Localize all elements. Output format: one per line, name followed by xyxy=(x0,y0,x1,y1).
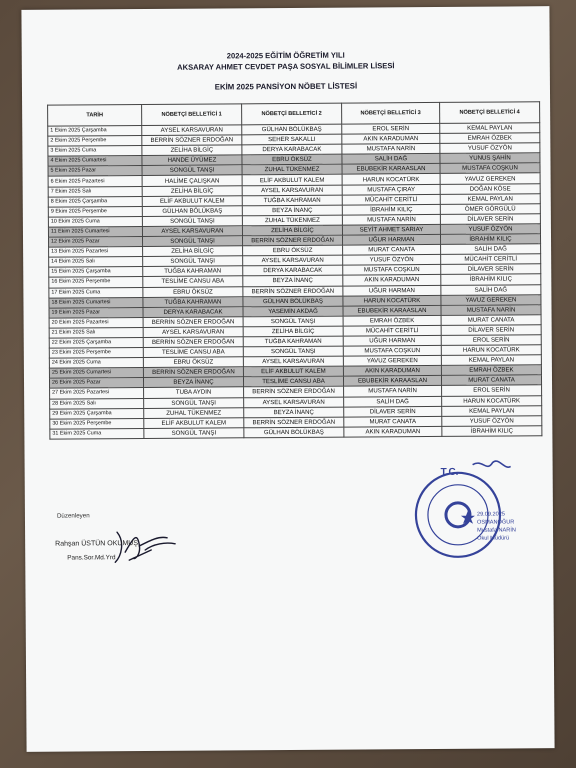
duty-name-2: SONGÜL TANŞI xyxy=(243,346,343,357)
duty-date: 2 Ekim 2025 Perşembe xyxy=(48,136,142,147)
duty-name-1: TESLİME CANSU ABA xyxy=(143,276,243,287)
duty-name-1: BERRİN SÖZNER ERDOĞAN xyxy=(143,317,243,328)
duty-name-2: ZUHAL TÜKENMEZ xyxy=(242,164,342,175)
duty-name-4: YUNUS ŞAHİN xyxy=(440,153,540,164)
duty-date: 18 Ekim 2025 Cumartesi xyxy=(49,297,143,308)
duty-name-3: AKIN KARADUMAN xyxy=(342,134,440,145)
duty-name-1: TUĞBA KAHRAMAN xyxy=(143,266,243,277)
duty-date: 16 Ekim 2025 Perşembe xyxy=(49,277,143,288)
duty-name-4: DİLAVER SERİN xyxy=(441,264,541,275)
duty-name-2: AYSEL KARSAVURAN xyxy=(244,397,344,408)
signer-name: Rahşan ÜSTÜN OKUMUŞ xyxy=(55,540,139,548)
duty-name-3: MUSTAFA NARİN xyxy=(344,386,442,397)
column-header-duty-3: NÖBETÇİ BELLETİCİ 3 xyxy=(342,102,440,124)
duty-name-2: TUĞBA KAHRAMAN xyxy=(243,336,343,347)
duty-name-2: BERRİN SÖZNER ERDOĞAN xyxy=(243,286,343,297)
duty-name-3: DİLAVER SERİN xyxy=(344,406,442,417)
duty-name-2: AYSEL KARSAVURAN xyxy=(242,185,342,196)
duty-date: 25 Ekim 2025 Cumartesi xyxy=(49,368,143,379)
duty-name-2: BERRİN SÖZNER ERDOĞAN xyxy=(244,387,344,398)
duty-name-3: EMRAH ÖZBEK xyxy=(343,315,441,326)
duty-date: 14 Ekim 2025 Salı xyxy=(49,257,143,268)
duty-name-3: EBUBEKİR KARAASLAN xyxy=(343,376,441,387)
duty-date: 26 Ekim 2025 Pazar xyxy=(49,378,143,389)
duty-name-1: ZUHAL TÜKENMEZ xyxy=(144,407,244,418)
duty-name-2: EBRU ÖKSÜZ xyxy=(242,154,342,165)
duty-name-1: AYSEL KARSAVURAN xyxy=(143,327,243,338)
duty-name-2: EBRU ÖKSÜZ xyxy=(243,245,343,256)
duty-name-2: GÜLHAN BÖLÜKBAŞ xyxy=(242,124,342,135)
duty-name-1: HALİME ÇALIŞKAN xyxy=(142,175,242,186)
duty-name-3: AKIN KARADUMAN xyxy=(343,275,441,286)
duty-date: 23 Ekim 2025 Perşembe xyxy=(49,348,143,359)
duty-name-1: SONGÜL TANŞI xyxy=(143,256,243,267)
duty-date: 22 Ekim 2025 Çarşamba xyxy=(49,337,143,348)
duty-date: 6 Ekim 2025 Pazartesi xyxy=(48,176,142,187)
duty-name-1: BERRİN SÖZNER ERDOĞAN xyxy=(143,337,243,348)
duty-date: 15 Ekim 2025 Çarşamba xyxy=(49,267,143,278)
duty-name-3: EROL SERİN xyxy=(342,123,440,134)
duty-date: 10 Ekim 2025 Cuma xyxy=(48,216,142,227)
duty-name-1: TESLİME CANSU ABA xyxy=(143,347,243,358)
duty-name-4: DOĞAN KÖSE xyxy=(440,183,540,194)
duty-date: 21 Ekim 2025 Salı xyxy=(49,327,143,338)
duty-name-2: AYSEL KARSAVURAN xyxy=(243,255,343,266)
duty-name-1: BEYZA İNANÇ xyxy=(143,377,243,388)
duty-date: 27 Ekim 2025 Pazartesi xyxy=(50,388,144,399)
duty-name-4: EROL SERİN xyxy=(441,335,541,346)
duty-name-3: AKIN KARADUMAN xyxy=(343,366,441,377)
duty-name-4: EROL SERİN xyxy=(442,385,542,396)
table-body xyxy=(48,123,542,439)
stamp-role: Okul Müdürü xyxy=(477,535,510,542)
duty-name-2: ELİF AKBULUT KALEM xyxy=(242,175,342,186)
duty-name-4: KEMAL PAYLAN xyxy=(441,355,541,366)
prepared-by-label: Düzenleyen xyxy=(56,512,90,520)
duty-name-2: ZELİHA BİLGİÇ xyxy=(243,326,343,337)
duty-name-4: HARUN KOCATÜRK xyxy=(441,345,541,356)
duty-name-2: ELİF AKBULUT KALEM xyxy=(243,366,343,377)
duty-name-4: EMRAH ÖZBEK xyxy=(441,365,541,376)
duty-table xyxy=(47,101,542,439)
duty-name-3: HARUN KOCATÜRK xyxy=(343,295,441,306)
duty-name-1: ZELİHA BİLGİÇ xyxy=(143,246,243,257)
school-year-heading: 2024-2025 EĞİTİM ÖĞRETİM YILI xyxy=(226,50,345,61)
duty-name-4: KEMAL PAYLAN xyxy=(440,123,540,134)
duty-name-2: GÜLHAN BÖLÜKBAŞ xyxy=(244,427,344,438)
duty-name-3: HARUN KOCATÜRK xyxy=(342,174,440,185)
duty-date: 8 Ekim 2025 Çarşamba xyxy=(48,196,142,207)
stamp-date: 29.09.2025 xyxy=(476,511,505,518)
duty-name-1: HANDE ÜYÜMEZ xyxy=(142,155,242,166)
column-header-duty-1: NÖBETÇİ BELLETİCİ 1 xyxy=(142,104,242,126)
table-row xyxy=(50,426,542,440)
duty-name-2: BEYZA İNANÇ xyxy=(242,205,342,216)
column-header-duty-2: NÖBETÇİ BELLETİCİ 2 xyxy=(242,103,342,125)
duty-name-3: MUSTAFA COŞKUN xyxy=(343,265,441,276)
duty-name-2: ZELİHA BİLGİÇ xyxy=(242,225,342,236)
duty-name-4: DİLAVER SERİN xyxy=(441,325,541,336)
duty-name-1: BERRİN SÖZNER ERDOĞAN xyxy=(142,135,242,146)
duty-date: 5 Ekim 2025 Pazar xyxy=(48,166,142,177)
duty-date: 30 Ekim 2025 Perşembe xyxy=(50,418,144,429)
duty-date: 17 Ekim 2025 Cuma xyxy=(49,287,143,298)
duty-date: 24 Ekim 2025 Cuma xyxy=(49,358,143,369)
duty-name-1: AYSEL KARSAVURAN xyxy=(142,226,242,237)
duty-name-2: TESLİME CANSU ABA xyxy=(243,376,343,387)
duty-date: 11 Ekim 2025 Cumartesi xyxy=(48,226,142,237)
duty-date: 4 Ekim 2025 Cumartesi xyxy=(48,156,142,167)
duty-name-1: AYSEL KARSAVURAN xyxy=(142,125,242,136)
duty-name-2: YASEMİN AKDAĞ xyxy=(243,306,343,317)
duty-name-1: DERYA KARABACAK xyxy=(143,306,243,317)
duty-name-1: SONGÜL TANŞI xyxy=(142,216,242,227)
duty-name-4: MÜCAHİT CERİTLİ xyxy=(441,254,541,265)
duty-name-4: KEMAL PAYLAN xyxy=(442,405,542,416)
duty-name-2: SONGÜL TANŞI xyxy=(243,316,343,327)
duty-name-4: EMRAH ÖZBEK xyxy=(440,133,540,144)
duty-name-4: YAVUZ GEREKEN xyxy=(440,173,540,184)
duty-name-3: MÜCAHİT CERİTLİ xyxy=(342,194,440,205)
document-page xyxy=(21,6,554,752)
duty-name-4: İBRAHİM KILIÇ xyxy=(440,234,540,245)
duty-name-1: SONGÜL TANŞI xyxy=(144,428,244,439)
duty-date: 19 Ekim 2025 Pazar xyxy=(49,307,143,318)
duty-name-1: TUĞBA KAHRAMAN xyxy=(143,296,243,307)
duty-name-3: MÜCAHİT CERİTLİ xyxy=(343,325,441,336)
duty-name-3: UĞUR HARMAN xyxy=(342,234,440,245)
duty-name-3: YAVUZ GEREKEN xyxy=(343,356,441,367)
duty-name-4: YUSUF ÖZYÖN xyxy=(442,415,542,426)
duty-name-2: AYSEL KARSAVURAN xyxy=(243,356,343,367)
duty-name-3: AKIN KARADUMAN xyxy=(344,426,442,437)
duty-name-4: YAVUZ GEREKEN xyxy=(441,294,541,305)
duty-name-4: MURAT CANATA xyxy=(441,315,541,326)
duty-name-2: BEYZA İNANÇ xyxy=(243,276,343,287)
duty-name-1: SONGÜL TANŞI xyxy=(142,165,242,176)
duty-name-4: MUSTAFA COŞKUN xyxy=(440,163,540,174)
stamp-place: OSMANOĞUR xyxy=(476,519,515,526)
duty-name-1: EBRU ÖKSÜZ xyxy=(143,357,243,368)
duty-name-4: ÖMER GÖRGÜLÜ xyxy=(440,203,540,214)
duty-name-3: SALİH DAĞ xyxy=(344,396,442,407)
duty-date: 12 Ekim 2025 Pazar xyxy=(49,237,143,248)
stamp-text xyxy=(477,510,516,542)
duty-name-1: GÜLHAN BÖLÜKBAŞ xyxy=(142,206,242,217)
duty-name-4: HARUN KOCATÜRK xyxy=(442,395,542,406)
duty-name-4: YUSUF ÖZYÖN xyxy=(440,224,540,235)
duty-date: 1 Ekim 2025 Çarşamba xyxy=(48,126,142,137)
duty-name-2: BERRİN SÖZNER ERDOĞAN xyxy=(242,235,342,246)
duty-name-3: İBRAHİM KILIÇ xyxy=(342,204,440,215)
duty-name-3: YUSUF ÖZYÖN xyxy=(343,255,441,266)
duty-name-3: SALİH DAĞ xyxy=(342,154,440,165)
duty-name-2: TUĞBA KAHRAMAN xyxy=(242,195,342,206)
svg-text:T.C.: T.C. xyxy=(440,466,459,478)
signer-title: Pans.Sor.Md.Yrd xyxy=(67,554,116,562)
duty-name-2: DERYA KARABACAK xyxy=(242,144,342,155)
duty-date: 3 Ekim 2025 Cuma xyxy=(48,146,142,157)
duty-name-3: EBUBEKİR KARAASLAN xyxy=(343,305,441,316)
duty-name-3: MUSTAFA NARİN xyxy=(342,214,440,225)
duty-date: 13 Ekim 2025 Pazartesi xyxy=(49,247,143,258)
duty-date: 31 Ekim 2025 Cuma xyxy=(50,428,144,439)
duty-name-1: ELİF AKBULUT KALEM xyxy=(142,195,242,206)
duty-name-3: MUSTAFA NARİN xyxy=(342,144,440,155)
duty-name-1: ZELİHA BİLGİÇ xyxy=(142,145,242,156)
duty-name-4: SALİH DAĞ xyxy=(441,244,541,255)
duty-name-3: MURAT CANATA xyxy=(343,245,441,256)
duty-date: 29 Ekim 2025 Çarşamba xyxy=(50,408,144,419)
duty-name-1: ELİF AKBULUT KALEM xyxy=(144,418,244,429)
stamp-name: Mustafa NARİN xyxy=(477,527,516,534)
duty-name-2: ZUHAL TÜKENMEZ xyxy=(242,215,342,226)
duty-date: 9 Ekim 2025 Perşembe xyxy=(48,206,142,217)
duty-name-3: MUSTAFA ÇIRAY xyxy=(342,184,440,195)
duty-name-3: EBUBEKİR KARAASLAN xyxy=(342,164,440,175)
school-name-heading: AKSARAY AHMET CEVDET PAŞA SOSYAL BİLİMLER LİSESİ xyxy=(177,61,395,72)
duty-name-4: KEMAL PAYLAN xyxy=(440,193,540,204)
duty-name-2: BERRİN SÖZNER ERDOĞAN xyxy=(244,417,344,428)
duty-name-3: MUSTAFA COŞKUN xyxy=(343,345,441,356)
duty-name-4: SALİH DAĞ xyxy=(441,284,541,295)
duty-name-1: SONGÜL TANŞI xyxy=(143,236,243,247)
duty-name-4: YUSUF ÖZYÖN xyxy=(440,143,540,154)
duty-name-1: EBRU ÖKSÜZ xyxy=(143,286,243,297)
duty-name-1: TUBA AYDIN xyxy=(144,387,244,398)
duty-name-4: MUSTAFA NARİN xyxy=(441,304,541,315)
list-title: EKİM 2025 PANSİYON NÖBET LİSTESİ xyxy=(214,81,358,92)
duty-name-3: UĞUR HARMAN xyxy=(343,335,441,346)
duty-name-2: SEHER SAKALLI xyxy=(242,134,342,145)
duty-name-3: UĞUR HARMAN xyxy=(343,285,441,296)
duty-name-2: BEYZA İNANÇ xyxy=(244,407,344,418)
duty-name-1: ZELİHA BİLGİÇ xyxy=(142,185,242,196)
duty-name-3: MURAT CANATA xyxy=(344,416,442,427)
duty-date: 7 Ekim 2025 Salı xyxy=(48,186,142,197)
duty-date: 20 Ekim 2025 Pazartesi xyxy=(49,317,143,328)
duty-name-2: GÜLHAN BÖLÜKBAŞ xyxy=(243,296,343,307)
duty-name-4: MURAT CANATA xyxy=(441,375,541,386)
duty-name-3: SEYİT AHMET SARIAY xyxy=(342,224,440,235)
duty-name-4: İBRAHİM KILIÇ xyxy=(441,274,541,285)
column-header-duty-4: NÖBETÇİ BELLETİCİ 4 xyxy=(440,102,540,124)
duty-date: 28 Ekim 2025 Salı xyxy=(50,398,144,409)
duty-name-2: DERYA KARABACAK xyxy=(243,265,343,276)
duty-name-4: İBRAHİM KILIÇ xyxy=(442,426,542,437)
column-header-date: TARİH xyxy=(48,105,142,127)
duty-name-1: BERRİN SÖZNER ERDOĞAN xyxy=(143,367,243,378)
duty-name-4: DİLAVER SERİN xyxy=(440,214,540,225)
duty-name-1: SONGÜL TANŞI xyxy=(144,397,244,408)
